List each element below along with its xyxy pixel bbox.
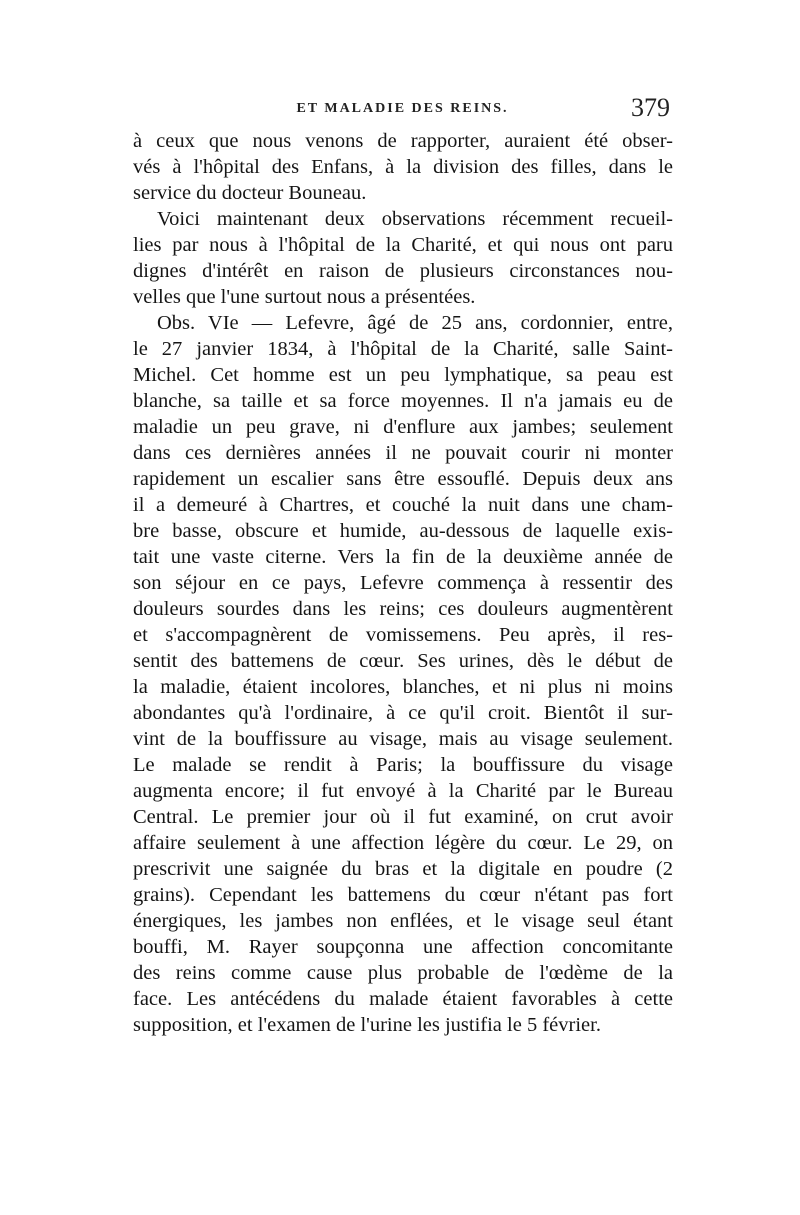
page-header	[135, 95, 670, 125]
text-line: vint de la bouffissure au visage, mais au visage seulement.	[133, 728, 673, 750]
text-line: son séjour en ce pays, Lefevre commença à ressentir des	[133, 572, 673, 594]
text-line: le 27 janvier 1834, à l'hôpital de la Charité, salle Saint-	[133, 338, 673, 360]
text-line: abondantes qu'à l'ordinaire, à ce qu'il croit. Bientôt il sur-	[133, 702, 673, 724]
text-line: tait une vaste citerne. Vers la fin de la deuxième année de	[133, 546, 673, 568]
text-line: maladie un peu grave, ni d'enflure aux jambes; seulement	[133, 416, 673, 438]
text-line: velles que l'une surtout nous a présentées.	[133, 286, 476, 308]
text-line: la maladie, étaient incolores, blanches, et ni plus ni moins	[133, 676, 673, 698]
text-line: blanche, sa taille et sa force moyennes. Il n'a jamais eu de	[133, 390, 673, 412]
text-line: sentit des battemens de cœur. Ses urines, dès le début de	[133, 650, 673, 672]
text-line: à ceux que nous venons de rapporter, auraient été obser-	[133, 130, 673, 152]
text-line: et s'accompagnèrent de vomissemens. Peu après, il res-	[133, 624, 673, 646]
text-line: il a demeuré à Chartres, et couché la nuit dans une cham-	[133, 494, 673, 516]
text-line: prescrivit une saignée du bras et la digitale en poudre (2	[133, 858, 673, 880]
text-line: dignes d'intérêt en raison de plusieurs circonstances nou-	[133, 260, 673, 282]
text-line: bre basse, obscure et humide, au-dessous de laquelle exis-	[133, 520, 673, 542]
text-line: augmenta encore; il fut envoyé à la Charité par le Bureau	[133, 780, 673, 802]
text-line: bouffi, M. Rayer soupçonna une affection concomitante	[133, 936, 673, 958]
text-line: dans ces dernières années il ne pouvait courir ni monter	[133, 442, 673, 464]
text-line: supposition, et l'examen de l'urine les justifia le 5 février.	[133, 1014, 601, 1036]
running-head: ET MALADIE DES REINS.	[296, 101, 509, 116]
text-line: Voici maintenant deux observations récemment recueil-	[157, 208, 673, 230]
text-line: rapidement un escalier sans être essouflé. Depuis deux ans	[133, 468, 673, 490]
text-line: grains). Cependant les battemens du cœur n'étant pas fort	[133, 884, 673, 906]
page-number: 379	[631, 93, 670, 122]
text-line: Obs. VIe — Lefevre, âgé de 25 ans, cordonnier, entre,	[157, 312, 673, 334]
text-line: Central. Le premier jour où il fut examiné, on crut avoir	[133, 806, 673, 828]
text-line: face. Les antécédens du malade étaient favorables à cette	[133, 988, 673, 1010]
text-line: énergiques, les jambes non enflées, et le visage seul étant	[133, 910, 673, 932]
text-line: Michel. Cet homme est un peu lymphatique, sa peau est	[133, 364, 673, 386]
text-line: douleurs sourdes dans les reins; ces douleurs augmentèrent	[133, 598, 673, 620]
text-line: lies par nous à l'hôpital de la Charité, et qui nous ont paru	[133, 234, 673, 256]
text-line: des reins comme cause plus probable de l'œdème de la	[133, 962, 673, 984]
text-line: Le malade se rendit à Paris; la bouffissure du visage	[133, 754, 673, 776]
body-text	[133, 128, 673, 1038]
text-line: affaire seulement à une affection légère du cœur. Le 29, on	[133, 832, 673, 854]
text-line: vés à l'hôpital des Enfans, à la division des filles, dans le	[133, 156, 673, 178]
text-line: service du docteur Bouneau.	[133, 182, 367, 204]
